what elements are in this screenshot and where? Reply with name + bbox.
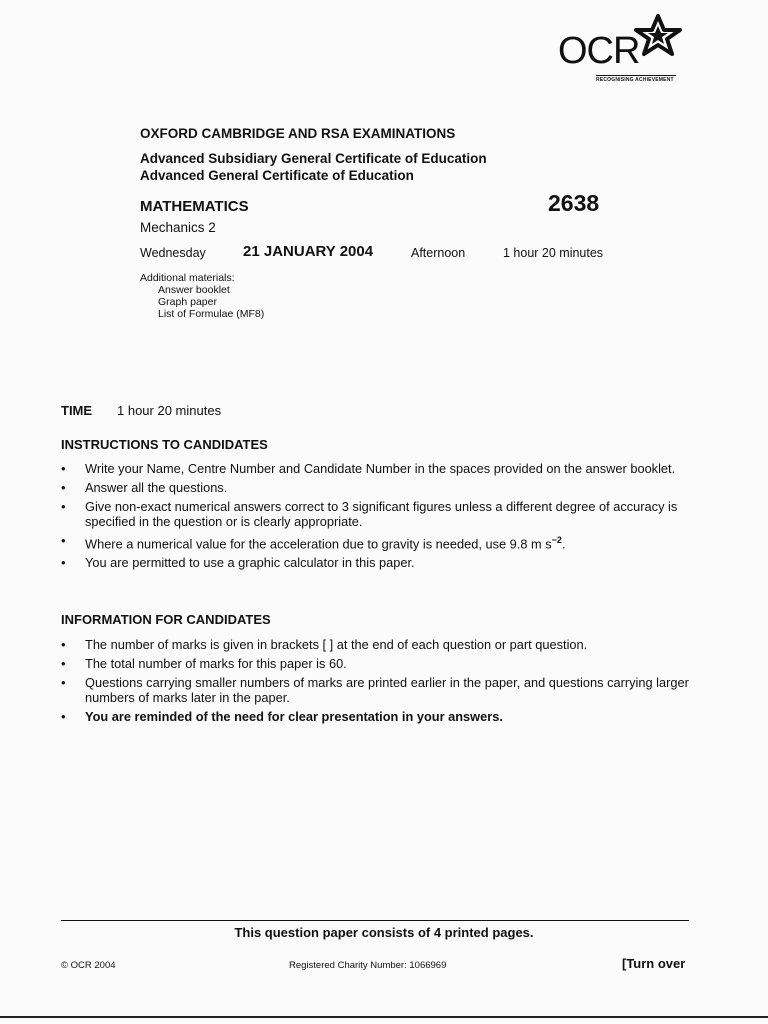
pages-note: This question paper consists of 4 printed pages. — [234, 925, 534, 940]
exam-date: 21 JANUARY 2004 — [243, 243, 374, 260]
exam-session: Afternoon — [411, 246, 466, 260]
unit-title: Mechanics 2 — [140, 220, 216, 235]
footer-divider — [61, 920, 689, 921]
time-value: 1 hour 20 minutes — [117, 403, 222, 418]
information-item: • The total number of marks for this paper is 60. — [61, 656, 347, 671]
bullet: • — [61, 656, 66, 671]
time-label: TIME — [61, 403, 93, 418]
instruction-item: • Write your Name, Centre Number and Candidate Number in the spaces provided on the answer booklet. — [61, 461, 676, 476]
gravity-exponent: −2 — [551, 535, 562, 545]
materials-item: List of Formulae (MF8) — [158, 308, 265, 320]
logo-text: OCR — [558, 30, 640, 72]
instruction-item: • You are permitted to use a graphic calculator in this paper. — [61, 555, 415, 571]
information-item: • The number of marks is given in brackets [ ] at the end of each question or part question. — [61, 637, 588, 652]
qualification-line-1: Advanced Subsidiary General Certificate of Education — [140, 151, 487, 166]
exam-board: OXFORD CAMBRIDGE AND RSA EXAMINATIONS — [140, 126, 456, 141]
instruction-item: • Answer all the questions. — [61, 480, 228, 495]
bullet: • — [61, 675, 66, 690]
instruction-item: • Give non-exact numerical answers correct to 3 significant figures unless a different degree of accuracy is specified in the question or is clearly appropriate. — [61, 499, 678, 529]
bullet: • — [61, 461, 66, 476]
paper-code: 2638 — [548, 190, 600, 216]
bullet: • — [61, 499, 66, 514]
instructions-heading: INSTRUCTIONS TO CANDIDATES — [61, 437, 268, 452]
qualification-line-2: Advanced General Certificate of Education — [140, 168, 414, 183]
charity-number: Registered Charity Number: 1066969 — [289, 960, 447, 971]
star-icon — [620, 14, 682, 58]
page-bottom-edge — [0, 1016, 768, 1018]
information-heading: INFORMATION FOR CANDIDATES — [61, 612, 271, 627]
information-item: • Questions carrying smaller numbers of marks are printed earlier in the paper, and questions carrying larger numbers of marks later in the paper. — [61, 675, 689, 705]
information-item: • You are reminded of the need for clear presentation in your answers. — [61, 709, 503, 724]
bullet: • — [61, 709, 66, 724]
logo-tagline: RECOGNISING ACHIEVEMENT — [596, 75, 676, 83]
bullet: • — [61, 555, 66, 571]
subject-title: MATHEMATICS — [140, 198, 249, 215]
time-row — [61, 403, 221, 418]
exam-duration: 1 hour 20 minutes — [503, 246, 604, 260]
instruction-item: • Where a numerical value for the acceleration due to gravity is needed, use 9.8 m $s^{-2}$. — [61, 533, 566, 552]
information-list — [61, 637, 691, 728]
instructions-list — [61, 461, 691, 574]
bullet: • — [61, 637, 66, 652]
exam-day: Wednesday — [140, 246, 206, 260]
bullet: • — [61, 480, 66, 495]
additional-materials — [140, 272, 264, 320]
materials-item: Graph paper — [158, 296, 217, 308]
ocr-logo — [558, 14, 688, 86]
copyright: © OCR 2004 — [61, 960, 116, 971]
materials-item: Answer booklet — [158, 284, 230, 296]
materials-title: Additional materials: — [140, 272, 235, 284]
bullet: • — [61, 533, 66, 548]
turn-over: [Turn over — [622, 956, 686, 971]
